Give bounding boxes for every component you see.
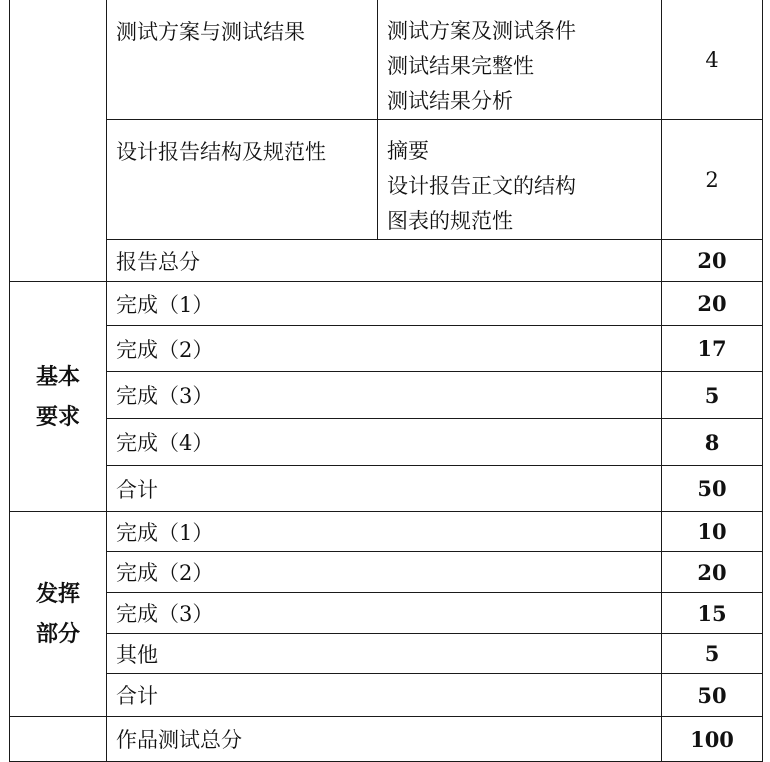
detail-line: 测试结果分析 [387, 89, 513, 113]
row-score: 10 [662, 512, 763, 552]
table-row [10, 593, 763, 634]
report-item-score: 4 [662, 0, 763, 120]
section-title-line: 要求 [35, 403, 80, 430]
row-label: 完成（3） [107, 372, 662, 419]
report-item-details [378, 0, 662, 120]
scoring-table [9, 0, 763, 762]
table-row [10, 717, 763, 762]
report-category-cell [10, 0, 107, 282]
section-title-line: 发挥 [35, 581, 80, 607]
table-row [10, 0, 763, 120]
detail-line: 图表的规范性 [387, 209, 513, 233]
advanced-section-title [10, 512, 107, 717]
table-row [10, 674, 763, 717]
row-label: 其他 [107, 634, 662, 674]
row-score: 15 [662, 593, 763, 634]
row-label: 完成（4） [107, 419, 662, 466]
row-score: 5 [662, 634, 763, 674]
detail-line: 摘要 [387, 139, 429, 163]
table-row [10, 120, 763, 240]
detail-line: 设计报告正文的结构 [387, 174, 576, 198]
report-item-label: 设计报告结构及规范性 [107, 120, 378, 240]
row-label: 完成（1） [107, 512, 662, 552]
grand-total-score: 100 [662, 717, 763, 762]
detail-line: 测试结果完整性 [387, 54, 534, 78]
row-label: 完成（1） [107, 282, 662, 326]
table-row [10, 552, 763, 593]
row-label: 合计 [107, 674, 662, 717]
report-total-score: 20 [662, 240, 763, 282]
row-score: 20 [662, 282, 763, 326]
grand-total-label: 作品测试总分 [107, 717, 662, 762]
grand-total-category-cell [10, 717, 107, 762]
table-row [10, 512, 763, 552]
table-row [10, 634, 763, 674]
table-row [10, 466, 763, 512]
section-title-line: 基本 [35, 363, 80, 390]
table-row [10, 326, 763, 372]
row-label: 完成（2） [107, 326, 662, 372]
table-row [10, 240, 763, 282]
table-row [10, 419, 763, 466]
section-title-line: 部分 [35, 621, 80, 647]
basic-section-title [10, 282, 107, 512]
row-score: 17 [662, 326, 763, 372]
report-item-label: 测试方案与测试结果 [107, 0, 378, 120]
row-score: 20 [662, 552, 763, 593]
row-label: 完成（3） [107, 593, 662, 634]
detail-line: 测试方案及测试条件 [387, 19, 576, 43]
row-score: 5 [662, 372, 763, 419]
row-score: 50 [662, 674, 763, 717]
row-score: 8 [662, 419, 763, 466]
row-label: 合计 [107, 466, 662, 512]
report-item-details [378, 120, 662, 240]
table-row [10, 282, 763, 326]
report-item-score: 2 [662, 120, 763, 240]
table-row [10, 372, 763, 419]
row-label: 完成（2） [107, 552, 662, 593]
row-score: 50 [662, 466, 763, 512]
report-total-label: 报告总分 [107, 240, 662, 282]
